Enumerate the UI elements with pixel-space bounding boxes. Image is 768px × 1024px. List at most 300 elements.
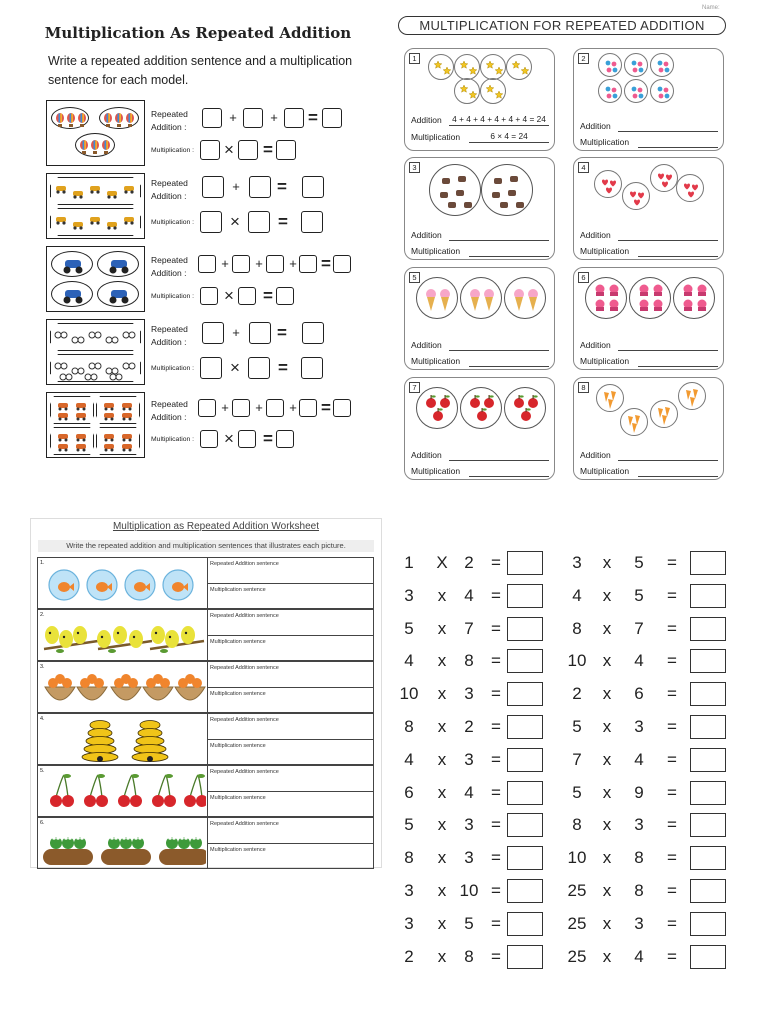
plus-sign: + — [289, 256, 297, 271]
addition-answer-line[interactable] — [449, 240, 549, 241]
factor-b: 4 — [464, 782, 474, 802]
multiplication-answer-line[interactable] — [638, 256, 718, 257]
factor-a: 4 — [404, 651, 414, 671]
factor-a: 6 — [404, 782, 414, 802]
factor-b: 8 — [464, 946, 474, 966]
equals-sign: = — [491, 717, 501, 736]
answer-box[interactable] — [238, 430, 256, 448]
answer-box[interactable] — [232, 255, 250, 273]
group-circle — [624, 53, 648, 77]
group-circle — [480, 54, 506, 80]
factor-a: 3 — [572, 553, 582, 572]
multiplication-label: Multiplication : — [151, 219, 195, 226]
times-sign: x — [602, 553, 612, 572]
toy-truck-icon — [97, 397, 141, 425]
addition-answer-line[interactable] — [618, 131, 718, 132]
flower-group-icon — [625, 54, 649, 78]
repeated-addition-sentence-field[interactable]: Repeated Addition sentence — [210, 769, 279, 775]
answer-box[interactable] — [301, 211, 323, 233]
addition-label: Addition : — [151, 122, 187, 132]
plus-sign: + — [221, 256, 229, 271]
product-answer-box[interactable] — [690, 584, 726, 608]
product-answer-box[interactable] — [690, 879, 726, 903]
factor-a: 4 — [572, 585, 582, 605]
name-field-label: Name: — [702, 5, 720, 11]
answer-box[interactable] — [299, 255, 317, 273]
product-answer-box[interactable] — [690, 551, 726, 575]
multiplication-sentence-field[interactable]: Multiplication sentence — [210, 587, 266, 593]
group-octagon — [50, 208, 141, 236]
multiplication-answer-line[interactable] — [638, 147, 718, 148]
repeated-addition-sentence-field[interactable]: Repeated Addition sentence — [210, 561, 279, 567]
bicycle-icon — [51, 324, 142, 352]
model-frame — [46, 100, 145, 166]
answer-box[interactable] — [302, 176, 324, 198]
factor-b: 8 — [634, 848, 644, 868]
times-sign: × — [230, 212, 240, 231]
multiplication-label: Multiplication — [411, 356, 461, 366]
product-answer-box[interactable] — [507, 748, 543, 772]
times-sign: x — [602, 684, 612, 704]
group-octagon — [50, 396, 94, 424]
multiplication-label: Multiplication — [411, 466, 461, 476]
equals-sign: = — [308, 108, 318, 127]
equals-sign: = — [278, 212, 288, 231]
times-sign: x — [602, 717, 612, 736]
times-sign: x — [437, 749, 447, 769]
picture-row — [37, 817, 374, 869]
answer-box[interactable] — [200, 357, 222, 379]
group-circle — [585, 277, 627, 319]
multiplication-answer-line[interactable] — [469, 142, 549, 143]
exercise-card — [573, 377, 724, 480]
row-divider — [207, 583, 373, 584]
answer-box[interactable] — [238, 287, 256, 305]
factor-a: 3 — [404, 585, 414, 605]
answer-box[interactable] — [248, 357, 270, 379]
group-oval — [51, 107, 89, 129]
product-answer-box[interactable] — [690, 813, 726, 837]
answer-box[interactable] — [266, 255, 284, 273]
addition-label: Addition : — [151, 268, 187, 278]
equals-sign: = — [263, 140, 273, 159]
toy-truck-icon — [51, 428, 95, 456]
row-number: 2. — [40, 612, 45, 618]
exercise-card — [404, 267, 555, 370]
answer-box[interactable] — [249, 176, 271, 198]
group-circle — [506, 54, 532, 80]
answer-box[interactable] — [200, 287, 218, 305]
times-sign: x — [602, 749, 612, 769]
multiplication-label: Multiplication : — [151, 293, 195, 300]
times-sign: × — [230, 358, 240, 377]
answer-box[interactable] — [243, 108, 263, 128]
plus-sign: + — [221, 400, 229, 415]
heart-group-icon — [623, 183, 651, 211]
equals-sign: = — [277, 323, 287, 342]
multiplication-sentence-field[interactable]: Multiplication sentence — [210, 639, 266, 645]
times-sign: × — [224, 286, 234, 305]
factor-a: 8 — [404, 717, 414, 736]
product-answer-box[interactable] — [690, 846, 726, 870]
addition-answer-line[interactable] — [618, 350, 718, 351]
product-answer-box[interactable] — [690, 682, 726, 706]
addition-label: Addition — [580, 340, 611, 350]
answer-box[interactable] — [200, 140, 220, 160]
multiplication-sentence-field[interactable]: Multiplication sentence — [210, 847, 266, 853]
equals-sign: = — [278, 358, 288, 377]
group-octagon — [96, 396, 140, 424]
card-number: 2 — [578, 53, 589, 64]
cupcake-group-icon — [586, 278, 628, 320]
addition-answer: 4 + 4 + 4 + 4 + 4 + 4 = 24 — [452, 114, 546, 124]
factor-a: 8 — [572, 815, 582, 835]
product-answer-box[interactable] — [690, 781, 726, 805]
exercise-card — [573, 48, 724, 151]
answer-box[interactable] — [302, 322, 324, 344]
answer-box[interactable] — [202, 322, 224, 344]
cup-group-icon — [430, 165, 482, 217]
equals-sign: = — [263, 429, 273, 448]
group-oval — [99, 107, 139, 129]
model-frame — [46, 392, 145, 458]
times-sign: x — [602, 585, 612, 605]
toy-car-icon — [51, 209, 142, 237]
group-circle — [620, 408, 648, 436]
multiplication-answer: 6 × 4 = 24 — [490, 131, 528, 141]
equals-sign: = — [667, 618, 677, 638]
plus-sign: + — [232, 325, 240, 340]
equals-sign: = — [491, 585, 501, 605]
answer-box[interactable] — [202, 108, 222, 128]
multiplication-label: Multiplication — [411, 246, 461, 256]
group-circle — [650, 400, 678, 428]
answer-box[interactable] — [299, 399, 317, 417]
cupcake-group-icon — [630, 278, 672, 320]
answer-box[interactable] — [333, 399, 351, 417]
plus-sign: + — [270, 110, 278, 125]
group-circle — [428, 54, 454, 80]
exercise-card — [404, 157, 555, 260]
group-circle — [454, 78, 480, 104]
multiplication-answer-line[interactable] — [638, 366, 718, 367]
model-frame — [46, 173, 145, 239]
addition-label: Addition : — [151, 412, 187, 422]
group-circle — [416, 277, 458, 319]
multiplication-answer-line[interactable] — [469, 476, 549, 477]
product-answer-box[interactable] — [690, 945, 726, 969]
factor-b: 4 — [464, 585, 474, 605]
answer-box[interactable] — [232, 399, 250, 417]
factor-a: 2 — [404, 946, 414, 966]
times-sign: x — [602, 782, 612, 802]
star-group-icon — [455, 79, 481, 105]
plus-sign: + — [289, 400, 297, 415]
answer-box[interactable] — [198, 255, 216, 273]
cherry-pair-icon — [40, 767, 206, 817]
hot-air-balloon-icon — [100, 108, 140, 130]
factor-b: 3 — [464, 848, 474, 868]
product-answer-box[interactable] — [690, 748, 726, 772]
product-answer-box[interactable] — [507, 682, 543, 706]
group-oval — [75, 133, 115, 157]
motorcycle-icon — [98, 282, 140, 308]
equals-sign: = — [277, 177, 287, 196]
equals-sign: = — [667, 913, 677, 933]
row-divider — [207, 635, 373, 636]
answer-box[interactable] — [276, 140, 296, 160]
card-number: 4 — [578, 162, 589, 173]
equals-sign: = — [667, 782, 677, 802]
factor-a: 10 — [567, 651, 587, 671]
repeated-addition-sentence-field[interactable]: Repeated Addition sentence — [210, 665, 279, 671]
times-sign: x — [602, 848, 612, 868]
picture-row — [37, 765, 374, 817]
equals-sign: = — [667, 684, 677, 704]
factor-b: 9 — [634, 782, 644, 802]
equals-sign: = — [491, 618, 501, 638]
addition-answer-line[interactable] — [449, 460, 549, 461]
addition-answer-line[interactable] — [449, 350, 549, 351]
addition-answer-line[interactable] — [618, 460, 718, 461]
factor-b: 3 — [464, 749, 474, 769]
ice-cream-group-icon — [505, 278, 547, 320]
multiplication-answer-line[interactable] — [469, 256, 549, 257]
group-circle — [673, 277, 715, 319]
factor-b: 4 — [634, 749, 644, 769]
equals-sign: = — [321, 254, 331, 273]
equals-sign: = — [263, 286, 273, 305]
repeated-label: Repeated — [151, 109, 188, 119]
addition-answer-line[interactable] — [449, 125, 549, 126]
answer-box[interactable] — [322, 108, 342, 128]
product-answer-box[interactable] — [507, 649, 543, 673]
answer-box[interactable] — [248, 211, 270, 233]
flower-group-icon — [651, 80, 675, 104]
picture-row — [37, 609, 374, 661]
answer-box[interactable] — [200, 430, 218, 448]
worksheet-title: Multiplication as Repeated Addition Worksheet — [112, 521, 320, 532]
group-circle — [504, 387, 546, 429]
bicycle-icon — [51, 355, 142, 383]
exercise-card — [573, 157, 724, 260]
multiplication-answer-line[interactable] — [638, 476, 718, 477]
times-sign: x — [437, 815, 447, 835]
product-answer-box[interactable] — [507, 912, 543, 936]
answer-box[interactable] — [198, 399, 216, 417]
frogs-on-log-icon — [40, 819, 206, 869]
factor-a: 4 — [404, 749, 414, 769]
row-divider — [207, 739, 373, 740]
group-oval — [51, 251, 93, 277]
group-octagon — [50, 427, 94, 455]
group-circle — [650, 53, 674, 77]
worksheet-title: Multiplication As Repeated Addition — [44, 24, 352, 42]
cup-group-icon — [482, 165, 534, 217]
group-octagon — [96, 427, 140, 455]
factor-a: 10 — [567, 848, 587, 868]
multiplication-label: Multiplication : — [151, 147, 195, 154]
row-number: 1. — [40, 560, 45, 566]
times-sign: x — [437, 585, 447, 605]
plus-sign: + — [255, 256, 263, 271]
addition-label: Addition : — [151, 191, 187, 201]
answer-box[interactable] — [276, 287, 294, 305]
times-sign: x — [602, 651, 612, 671]
flower-group-icon — [651, 54, 675, 78]
apple-group-icon — [417, 388, 459, 430]
card-number: 3 — [409, 162, 420, 173]
equals-sign: = — [667, 946, 677, 966]
factor-a: 7 — [572, 749, 582, 769]
times-sign: x — [437, 651, 447, 671]
group-circle — [429, 164, 481, 216]
equals-sign: = — [667, 585, 677, 605]
product-answer-box[interactable] — [507, 846, 543, 870]
card-number: 1 — [409, 53, 420, 64]
multiplication-answer-line[interactable] — [469, 366, 549, 367]
group-circle — [460, 387, 502, 429]
equals-sign: = — [321, 398, 331, 417]
picture-row — [37, 557, 374, 609]
product-answer-box[interactable] — [690, 617, 726, 641]
carrot-group-icon — [621, 409, 649, 437]
factor-a: 3 — [404, 881, 414, 900]
product-answer-box[interactable] — [507, 551, 543, 575]
addition-label: Addition — [411, 115, 442, 125]
card-number: 7 — [409, 382, 420, 393]
multiplication-sentence-field[interactable]: Multiplication sentence — [210, 743, 266, 749]
worksheet-title-banner: MULTIPLICATION FOR REPEATED ADDITION — [398, 16, 726, 35]
factor-b: 3 — [634, 717, 644, 736]
multiplication-label: Multiplication : — [151, 365, 195, 372]
times-sign: × — [224, 140, 234, 159]
group-circle — [460, 277, 502, 319]
addition-answer-line[interactable] — [618, 240, 718, 241]
factor-b: 5 — [634, 585, 644, 605]
equals-sign: = — [491, 651, 501, 671]
toy-truck-icon — [97, 428, 141, 456]
product-answer-box[interactable] — [507, 715, 543, 739]
multiplication-label: Multiplication — [580, 466, 630, 476]
answer-box[interactable] — [238, 140, 258, 160]
answer-box[interactable] — [301, 357, 323, 379]
card-number: 8 — [578, 382, 589, 393]
picture-row — [37, 713, 374, 765]
group-circle — [416, 387, 458, 429]
factor-b: 10 — [459, 881, 479, 900]
times-sign: x — [602, 815, 612, 835]
multiplication-sentence-field[interactable]: Multiplication sentence — [210, 795, 266, 801]
group-circle — [594, 170, 622, 198]
times-sign: x — [437, 881, 447, 900]
answer-box[interactable] — [200, 211, 222, 233]
group-circle — [629, 277, 671, 319]
times-sign: x — [437, 684, 447, 704]
factor-a: 5 — [404, 815, 414, 835]
card-number: 5 — [409, 272, 420, 283]
addition-label: Addition — [411, 450, 442, 460]
answer-box[interactable] — [202, 176, 224, 198]
times-sign: x — [437, 782, 447, 802]
factor-b: 8 — [634, 881, 644, 900]
row-divider — [207, 843, 373, 844]
equals-sign: = — [491, 881, 501, 900]
times-sign: x — [602, 913, 612, 933]
product-answer-box[interactable] — [690, 912, 726, 936]
factor-a: 5 — [404, 618, 414, 638]
equals-sign: = — [491, 749, 501, 769]
factor-b: 7 — [464, 618, 474, 638]
repeated-addition-sentence-field[interactable]: Repeated Addition sentence — [210, 613, 279, 619]
addition-label: Addition — [580, 450, 611, 460]
plus-sign: + — [229, 110, 237, 125]
product-answer-box[interactable] — [507, 781, 543, 805]
bird-on-branch-icon — [40, 611, 206, 661]
flower-group-icon — [625, 80, 649, 104]
times-sign: x — [602, 946, 612, 966]
multiplication-label: Multiplication — [411, 132, 461, 142]
product-answer-box[interactable] — [690, 649, 726, 673]
product-answer-box[interactable] — [507, 945, 543, 969]
equals-sign: = — [491, 553, 501, 572]
group-circle — [676, 174, 704, 202]
factor-a: 25 — [567, 946, 587, 966]
factor-b: 4 — [634, 651, 644, 671]
group-octagon — [50, 177, 141, 205]
answer-box[interactable] — [284, 108, 304, 128]
product-answer-box[interactable] — [507, 584, 543, 608]
product-answer-box[interactable] — [690, 715, 726, 739]
group-circle — [481, 164, 533, 216]
answer-box[interactable] — [249, 322, 271, 344]
repeated-label: Repeated — [151, 255, 188, 265]
answer-box[interactable] — [276, 430, 294, 448]
equals-sign: = — [667, 848, 677, 868]
factor-a: 3 — [404, 913, 414, 933]
product-answer-box[interactable] — [507, 813, 543, 837]
repeated-addition-sentence-field[interactable]: Repeated Addition sentence — [210, 717, 279, 723]
equals-sign: = — [667, 749, 677, 769]
times-sign: x — [602, 881, 612, 900]
group-circle — [650, 164, 678, 192]
equals-sign: = — [491, 684, 501, 704]
factor-a: 10 — [399, 684, 419, 704]
factor-b: 5 — [464, 913, 474, 933]
picture-row — [37, 661, 374, 713]
multiplication-sentence-field[interactable]: Multiplication sentence — [210, 691, 266, 697]
exercise-card — [404, 48, 555, 151]
group-oval — [51, 281, 93, 307]
factor-b: 8 — [464, 651, 474, 671]
carrot-group-icon — [651, 401, 679, 429]
flower-group-icon — [599, 80, 623, 104]
heart-group-icon — [595, 171, 623, 199]
repeated-label: Repeated — [151, 178, 188, 188]
addition-label: Addition — [580, 121, 611, 131]
answer-box[interactable] — [333, 255, 351, 273]
product-answer-box[interactable] — [507, 617, 543, 641]
row-divider — [207, 791, 373, 792]
star-group-icon — [429, 55, 455, 81]
factor-b: 3 — [464, 684, 474, 704]
exercise-card — [573, 267, 724, 370]
card-number: 6 — [578, 272, 589, 283]
multiplication-label: Multiplication : — [151, 436, 195, 443]
answer-box[interactable] — [266, 399, 284, 417]
repeated-addition-sentence-field[interactable]: Repeated Addition sentence — [210, 821, 279, 827]
product-answer-box[interactable] — [507, 879, 543, 903]
